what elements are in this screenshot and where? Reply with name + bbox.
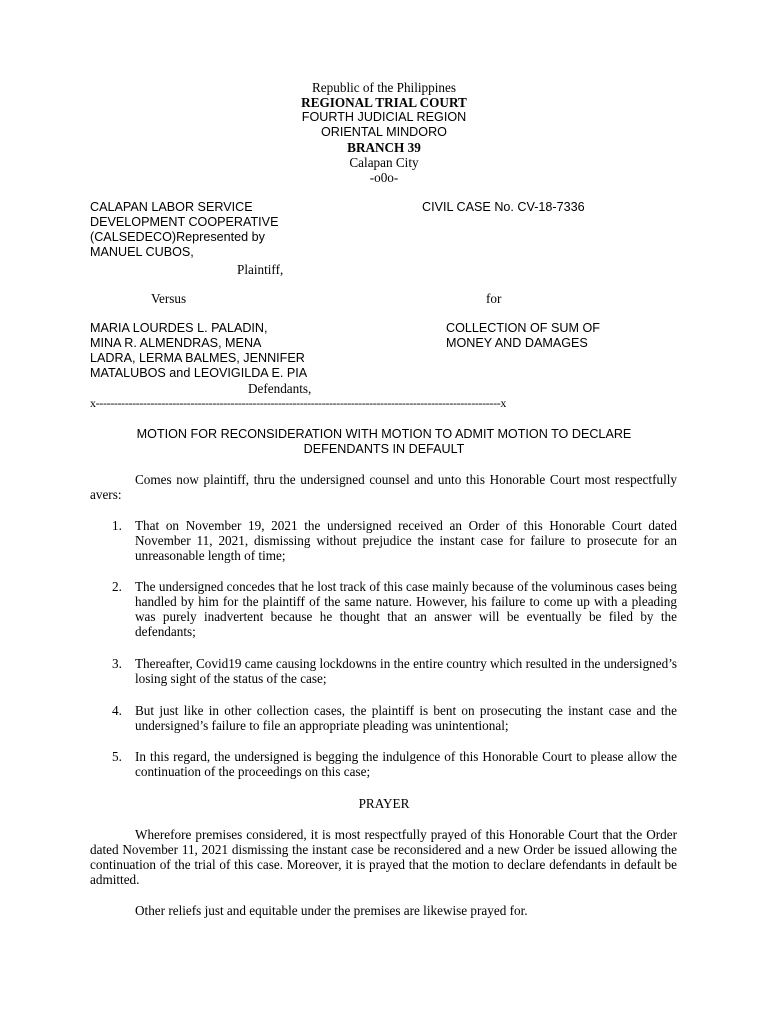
header-province: ORIENTAL MINDORO xyxy=(321,125,447,139)
defendant-role: Defendants, xyxy=(248,381,312,396)
item-text: That on November 19, 2021 the undersigned received an Order of this Honorable Court dated November 11, 2021, dismissing without prejudice the instant case for failure to prosecute for an unreasonable length of time; xyxy=(135,518,677,563)
header-city: Calapan City xyxy=(349,155,419,170)
item-number: 2. xyxy=(112,579,122,594)
header-republic: Republic of the Philippines xyxy=(312,80,456,95)
header-region: FOURTH JUDICIAL REGION xyxy=(301,110,467,124)
reliefs-paragraph: Other reliefs just and equitable under the premises are likewise prayed for. xyxy=(135,903,528,918)
defendant-line: MINA R. ALMENDRAS, MENA xyxy=(90,336,262,350)
defendant-line: MATALUBOS and LEOVIGILDA E. PIA xyxy=(90,366,308,380)
item-number: 4. xyxy=(112,703,122,718)
header-branch: BRANCH 39 xyxy=(347,140,421,155)
plaintiff-line: DEVELOPMENT COOPERATIVE xyxy=(90,215,279,229)
item-text: Thereafter, Covid19 came causing lockdowns in the entire country which resulted in the undersigned’s losing sight of the status of the case; xyxy=(135,656,677,686)
item-text: In this regard, the undersigned is begging the indulgence of this Honorable Court to please allow the continuation of the proceedings on this case; xyxy=(135,749,677,779)
versus-label: Versus xyxy=(151,291,187,306)
plaintiff-line: (CALSEDECO)Represented by xyxy=(90,230,265,244)
header-court: REGIONAL TRIAL COURT xyxy=(301,95,467,110)
case-nature-line: COLLECTION OF SUM OF xyxy=(446,321,600,335)
item-text: The undersigned concedes that he lost track of this case mainly because of the voluminous cases being handled by him for the plaintiff of the same nature. However, his failure to come up with a pleading was purely inadvertent because he thought that an answer will be eventually be filed by the defendants; xyxy=(135,579,677,639)
item-number: 3. xyxy=(112,656,122,671)
case-number: CIVIL CASE No. CV-18-7336 xyxy=(422,200,585,214)
item-text: But just like in other collection cases, the plaintiff is bent on prosecuting the instant case and the undersigned’s failure to file an appropriate pleading was unintentional; xyxy=(135,703,677,733)
plaintiff-line: CALAPAN LABOR SERVICE xyxy=(90,200,253,214)
defendant-line: LADRA, LERMA BALMES, JENNIFER xyxy=(90,351,305,365)
item-number: 1. xyxy=(112,518,122,533)
for-label: for xyxy=(486,291,502,306)
header-separator: -o0o- xyxy=(369,170,399,185)
plaintiff-role: Plaintiff, xyxy=(237,262,284,277)
intro-paragraph: Comes now plaintiff, thru the undersigned counsel and unto this Honorable Court most respectfully avers: xyxy=(90,472,677,502)
plaintiff-line: MANUEL CUBOS, xyxy=(90,245,194,259)
caption-divider: x---------------------------------------------------------------------------------------------------------------x xyxy=(90,396,507,410)
motion-title-line1: MOTION FOR RECONSIDERATION WITH MOTION TO ADMIT MOTION TO DECLARE xyxy=(136,427,632,441)
prayer-heading: PRAYER xyxy=(358,796,410,811)
prayer-paragraph: Wherefore premises considered, it is most respectfully prayed of this Honorable Court that the Order dated November 11, 2021 dismissing the instant case be reconsidered and a new Order be issued allowing the continuation of the trial of this case. Moreover, it is prayed that the motion to declare defendants in default be admitted. xyxy=(90,827,677,887)
case-nature-line: MONEY AND DAMAGES xyxy=(446,336,588,350)
defendant-line: MARIA LOURDES L. PALADIN, xyxy=(90,321,268,335)
motion-title-line2: DEFENDANTS IN DEFAULT xyxy=(303,442,465,456)
item-number: 5. xyxy=(112,749,122,764)
